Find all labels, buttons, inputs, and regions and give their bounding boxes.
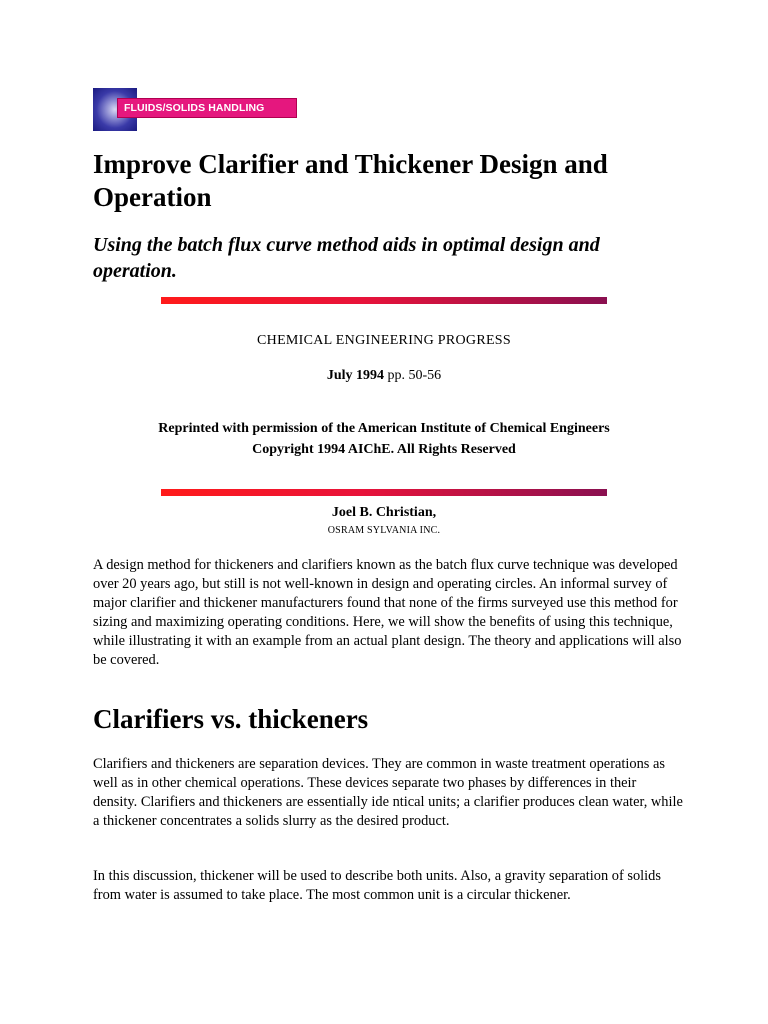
journal-name: CHEMICAL ENGINEERING PROGRESS [257, 333, 511, 348]
author-name: Joel B. Christian, [331, 505, 437, 520]
section-heading: Clarifiers vs. thickeners [93, 704, 369, 734]
badge-label: FLUIDS/SOLIDS HANDLING [117, 98, 297, 118]
section-paragraph-1: Clarifiers and thickeners are separation devices. They are common in waste treatment operations as well as in other chemical operations. These devices separate two phases by differences in their density. Clarifiers and thickeners are essentially ide ntical units; a clarifier produces clean water, while a thickener concentrates a solids slurry as the desired product. [93, 756, 683, 829]
issue-date: July 1994 [326, 368, 384, 383]
article-subtitle: Using the batch flux curve method aids in optimal design and operation. [93, 234, 600, 282]
divider-rule-top [161, 297, 607, 304]
article-title: Improve Clarifier and Thickener Design and Operation [93, 149, 608, 212]
intro-paragraph: A design method for thickeners and clarifiers known as the batch flux curve technique was developed over 20 years ago, but still is not well-known in design and operating circles. An informal survey of major clarifier and thickener manufacturers found that none of the firms surveyed use this method for sizing and maximizing operating conditions. Here, we will show the benefits of using this technique, while illustrating it with an example from an actual plant design. The theory and applications will also be covered. [93, 557, 682, 668]
section-paragraph-2: In this discussion, thickener will be used to describe both units. Also, a gravity separation of solids from water is assumed to take place. The most common unit is a circular thickener. [93, 868, 661, 903]
permission-notice [0, 418, 768, 460]
permission-line-2: Copyright 1994 AIChE. All Rights Reserved [252, 442, 516, 457]
author-affiliation: OSRAM SYLVANIA INC. [327, 525, 441, 536]
issue-info [0, 368, 768, 384]
issue-pages: pp. 50-56 [384, 368, 442, 383]
section-badge [93, 88, 298, 131]
divider-rule-bottom [161, 489, 607, 496]
permission-line-1: Reprinted with permission of the American Institute of Chemical Engineers [158, 421, 610, 436]
